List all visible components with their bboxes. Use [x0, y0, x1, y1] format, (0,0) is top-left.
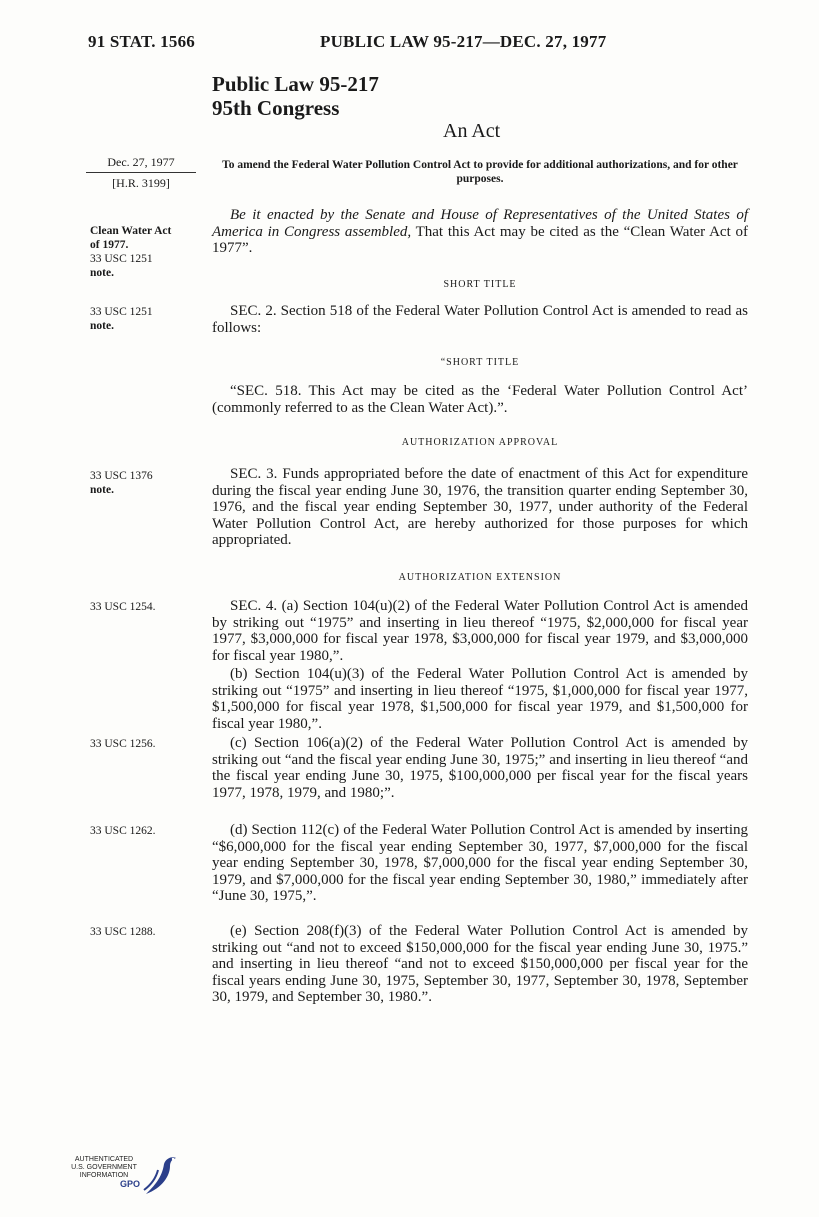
gpo-authentication-seal: [64, 1156, 144, 1188]
margin-note-sec3: [90, 469, 200, 497]
section-4b: (b) Section 104(u)(3) of the Federal Water Pollution Control Act is amended by striking out “1975” and inserting in lieu thereof “1975, $1,000,000 for fiscal year 1977, $1,500,000 for fiscal year 1978, $1,500,000 for fiscal year 1979, and $1,500,000 for fiscal year 1980,”.: [212, 666, 748, 732]
enacting-rest: That this Act may be cited as the “Clean Water Act of 1977”.: [212, 223, 749, 257]
section-4a: SEC. 4. (a) Section 104(u)(2) of the Federal Water Pollution Control Act is amended by striking out “1975” and inserting in lieu thereof “1975, $2,000,000 for fiscal year 1977, $3,000,000 for fiscal year 1978, $3,000,000 for fiscal year 1979, and $3,000,000 for fiscal year 1980,”.: [212, 598, 748, 664]
section-3: SEC. 3. Funds appropriated before the date of enactment of this Act for expenditure during the fiscal year ending June 30, 1976, the transition quarter ending September 30, 1976, and the fiscal year ending September 30, 1977, under authority of the Federal Water Pollution Control Act, are hereby authorized for those purposes for which appropriated.: [212, 466, 748, 549]
margin-text: note.: [90, 267, 114, 279]
heading-authorization-approval: AUTHORIZATION APPROVAL: [401, 437, 559, 448]
margin-text: 33 USC 1376: [90, 470, 153, 482]
gpo-line: AUTHENTICATED: [74, 1156, 134, 1163]
page-stat-number: 91 STAT. 1566: [88, 32, 195, 51]
enacting-clause: [212, 207, 748, 257]
heading-short-title-quoted: “SHORT TITLE: [440, 357, 520, 368]
gpo-line: INFORMATION: [79, 1172, 129, 1179]
margin-text: 33 USC 1251: [90, 253, 153, 265]
act-heading: An Act: [443, 120, 501, 142]
section-4c: (c) Section 106(a)(2) of the Federal Water Pollution Control Act is amended by striking out “and the fiscal year ending June 30, 1975;” and inserting in lieu thereof “and the fiscal year ending June 30, 1975, $100,000,000 per fiscal year for the fiscal years 1977, 1978, 1979, and 1980;”.: [212, 735, 748, 801]
margin-note-sec4c: 33 USC 1256.: [90, 738, 156, 750]
date-bill-note: [86, 152, 196, 193]
bill-number: [H.R. 3199]: [112, 176, 170, 190]
margin-note-sec4d: 33 USC 1262.: [90, 825, 156, 837]
heading-short-title: SHORT TITLE: [443, 279, 517, 290]
congress-number: 95th Congress: [212, 96, 340, 120]
margin-text: 33 USC 1251: [90, 306, 153, 318]
margin-text: note.: [90, 484, 114, 496]
enacting-italic: Be it enacted by the Senate and House of Representatives of the United States of America in Congress assembled,: [212, 207, 748, 240]
margin-note-sec2: [90, 305, 200, 333]
margin-note-sec4a: 33 USC 1254.: [90, 601, 156, 613]
enactment-date: Dec. 27, 1977: [86, 152, 196, 173]
act-purpose: To amend the Federal Water Pollution Control Act to provide for additional authorizations, and for other purposes.: [222, 159, 738, 185]
law-title-block: [212, 72, 379, 120]
section-4d: (d) Section 112(c) of the Federal Water Pollution Control Act is amended by inserting “$6,000,000 for the fiscal year ending September 30, 1977, $7,000,000 for the fiscal year ending September 30, 1978, $7,000,000 for the fiscal year ending September 30, 1979, and $7,000,000 for the fiscal year ending September 30, 1980,” immediately after “June 30, 1975,”.: [212, 822, 748, 905]
heading-authorization-extension: AUTHORIZATION EXTENSION: [398, 572, 562, 583]
public-law-number: Public Law 95-217: [212, 72, 379, 96]
margin-text: Clean Water Act: [90, 225, 172, 237]
section-518-text: “SEC. 518. This Act may be cited as the ‘Federal Water Pollution Control Act’ (commonly referred to as the Clean Water Act).”.: [212, 383, 748, 416]
eagle-icon: [140, 1150, 180, 1200]
margin-note-clean-water: [90, 224, 200, 280]
gpo-line: U.S. GOVERNMENT: [71, 1164, 137, 1171]
margin-note-sec4e: 33 USC 1288.: [90, 926, 156, 938]
gpo-logo-text: GPO: [119, 1179, 140, 1189]
running-header: PUBLIC LAW 95-217—DEC. 27, 1977: [320, 32, 607, 51]
section-2: SEC. 2. Section 518 of the Federal Water Pollution Control Act is amended to read as follows:: [212, 303, 748, 336]
margin-text: of 1977.: [90, 239, 129, 251]
margin-text: note.: [90, 320, 114, 332]
section-4e: (e) Section 208(f)(3) of the Federal Water Pollution Control Act is amended by striking out “and not to exceed $150,000,000 for the fiscal year ending June 30, 1975.” and inserting in lieu thereof “and not to exceed $150,000,000 per fiscal year for the fiscal years ending June 30, 1975, September 30, 1977, September 30, 1978, September 30, 1979, and September 30, 1980.”.: [212, 923, 748, 1006]
